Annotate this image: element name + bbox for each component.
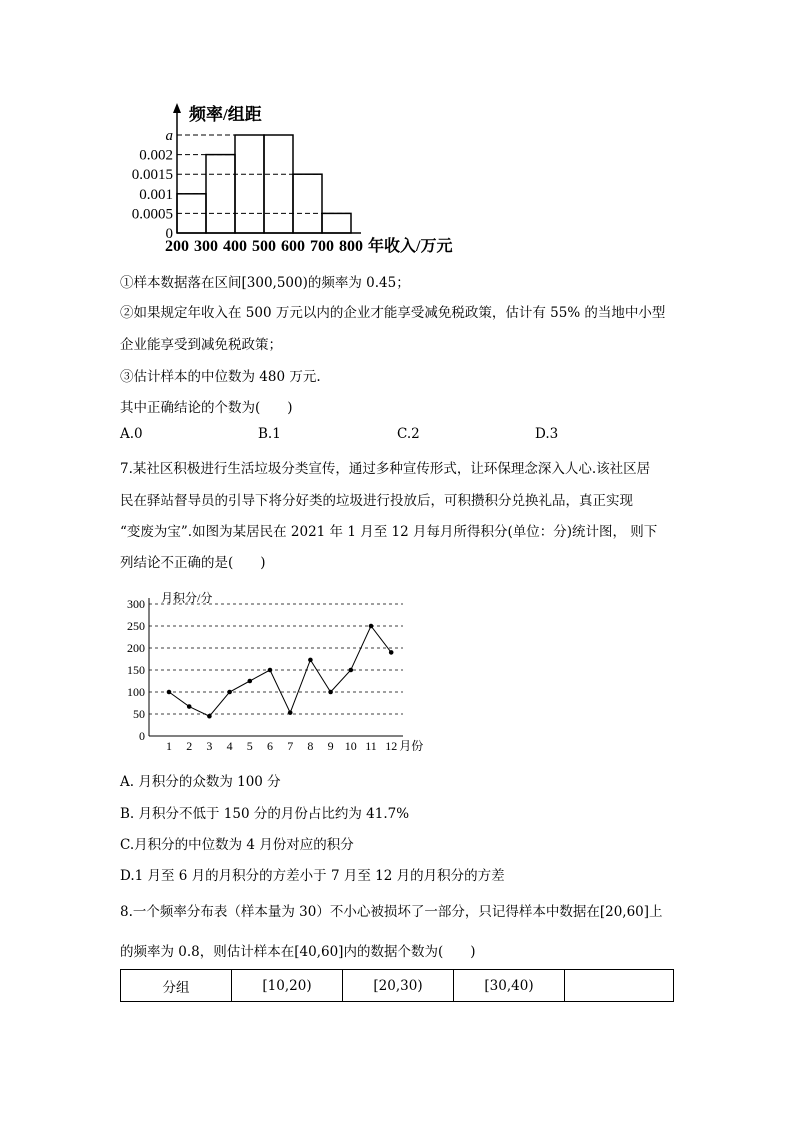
x-tick-label: 9 [327,739,334,753]
data-point [207,714,212,719]
y-tick-label: 0.001 [139,186,173,203]
data-point [389,650,394,655]
x-tick-label: 1 [166,739,172,753]
series-line [169,626,391,716]
x-tick-label: 3 [206,739,213,753]
x-tick-label: 700 [310,238,334,255]
y-tick-label: a [165,128,173,144]
x-axis-title: 月份 [399,739,424,753]
q7-option-b: B. 月积分不低于 150 分的月份占比约为 41.7% [120,806,410,822]
y-tick-label: 300 [127,597,145,611]
table-row [121,970,674,1002]
data-point [167,690,172,695]
x-tick-label: 200 [165,238,189,255]
q6-question: 其中正确结论的个数为( ) [120,400,293,416]
y-tick-label: 150 [127,663,145,677]
q7-line-4: 列结论不正确的是( ) [120,555,266,571]
q7-option-d: D.1 月至 6 月的月积分的方差小于 7 月至 12 月的月积分的方差 [120,868,505,884]
q6-option-d: D.3 [535,426,559,442]
data-point [248,679,253,684]
data-point [187,704,192,709]
y-tick-label: 200 [127,641,145,655]
y-tick-label: 0.0015 [131,167,173,184]
y-tick-label: 100 [127,685,145,699]
q6-statement-3: ③估计样本的中位数为 480 万元. [120,369,321,385]
q7-option-a: A. 月积分的众数为 100 分 [120,774,281,790]
q6-option-b: B.1 [258,426,281,442]
y-tick-label: 0.0005 [131,206,173,223]
q6-statement-2a: ②如果规定年收入在 500 万元以内的企业才能享受减免税政策，估计有 55% 的当地中小型 [120,305,666,321]
data-point [227,690,232,695]
y-axis-title: 频率/组距 [189,105,262,124]
x-tick-label: 4 [226,739,233,753]
x-tick-label: 600 [281,238,305,255]
data-point [328,690,333,695]
x-tick-label: 800 [339,238,363,255]
x-tick-label: 5 [246,739,253,753]
data-point [308,658,313,663]
y-tick-label: 50 [133,707,145,721]
q8-line-2: 的频率为 0.8，则估计样本在[40,60]内的数据个数为( ) [120,944,476,960]
data-point [268,668,273,673]
histogram-bar [206,155,235,233]
y-tick-label: 0.002 [139,147,173,164]
q6-option-a: A.0 [120,426,143,442]
y-tick-label: 0 [139,729,145,743]
q8-line-1: 8.一个频率分布表（样本量为 30）不小心被损坏了一部分，只记得样本中数据在[20,60]上 [120,904,663,920]
table-cell: [10,20) [232,970,343,1002]
x-axis-title: 年收入/万元 [368,238,453,255]
x-tick-label: 300 [194,238,218,255]
data-point [349,668,354,673]
q7-line-1: 7.某社区积极进行生活垃圾分类宣传，通过多种宣传形式，让环保理念深入人心.该社区居 [120,461,651,477]
histogram-bar [235,135,264,233]
y-axis-arrow [173,103,181,113]
y-axis-title: 月积分/分 [161,591,213,605]
histogram-bar [322,213,351,233]
x-tick-label: 8 [307,739,314,753]
q6-statement-1: ①样本数据落在区间[300,500)的频率为 0.45； [120,275,410,291]
data-point [369,624,374,629]
y-tick-label: 0 [165,226,173,242]
q7-option-c: C.月积分的中位数为 4 月份对应的积分 [120,837,354,853]
x-tick-label: 2 [186,739,193,753]
x-tick-label: 10 [344,739,357,753]
x-tick-label: 400 [223,238,247,255]
x-tick-label: 6 [267,739,273,753]
q7-line-2: 民在驿站督导员的引导下将分好类的垃圾进行投放后，可积攒积分兑换礼品，真正实现 [120,493,633,509]
table-cell: [30,40) [454,970,565,1002]
q7-line-3: “变废为宝”.如图为某居民在 2021 年 1 月至 12 月每月所得积分(单位：分)统计图， 则下 [120,524,658,540]
q6-statement-2b: 企业能享受到减免税政策； [120,337,282,353]
histogram-chart [120,95,480,260]
histogram-bar [264,135,293,233]
y-tick-label: 250 [127,619,145,633]
frequency-table [120,969,674,1002]
histogram-bar [293,174,322,233]
table-cell: 分组 [121,970,232,1002]
q6-option-c: C.2 [397,426,420,442]
data-point [288,710,293,715]
x-tick-label: 11 [365,739,377,753]
x-tick-label: 12 [385,739,398,753]
table-cell: [20,30) [343,970,454,1002]
line-chart [120,586,440,758]
x-tick-label: 500 [252,238,276,255]
table-cell [565,970,674,1002]
x-tick-label: 7 [287,739,294,753]
